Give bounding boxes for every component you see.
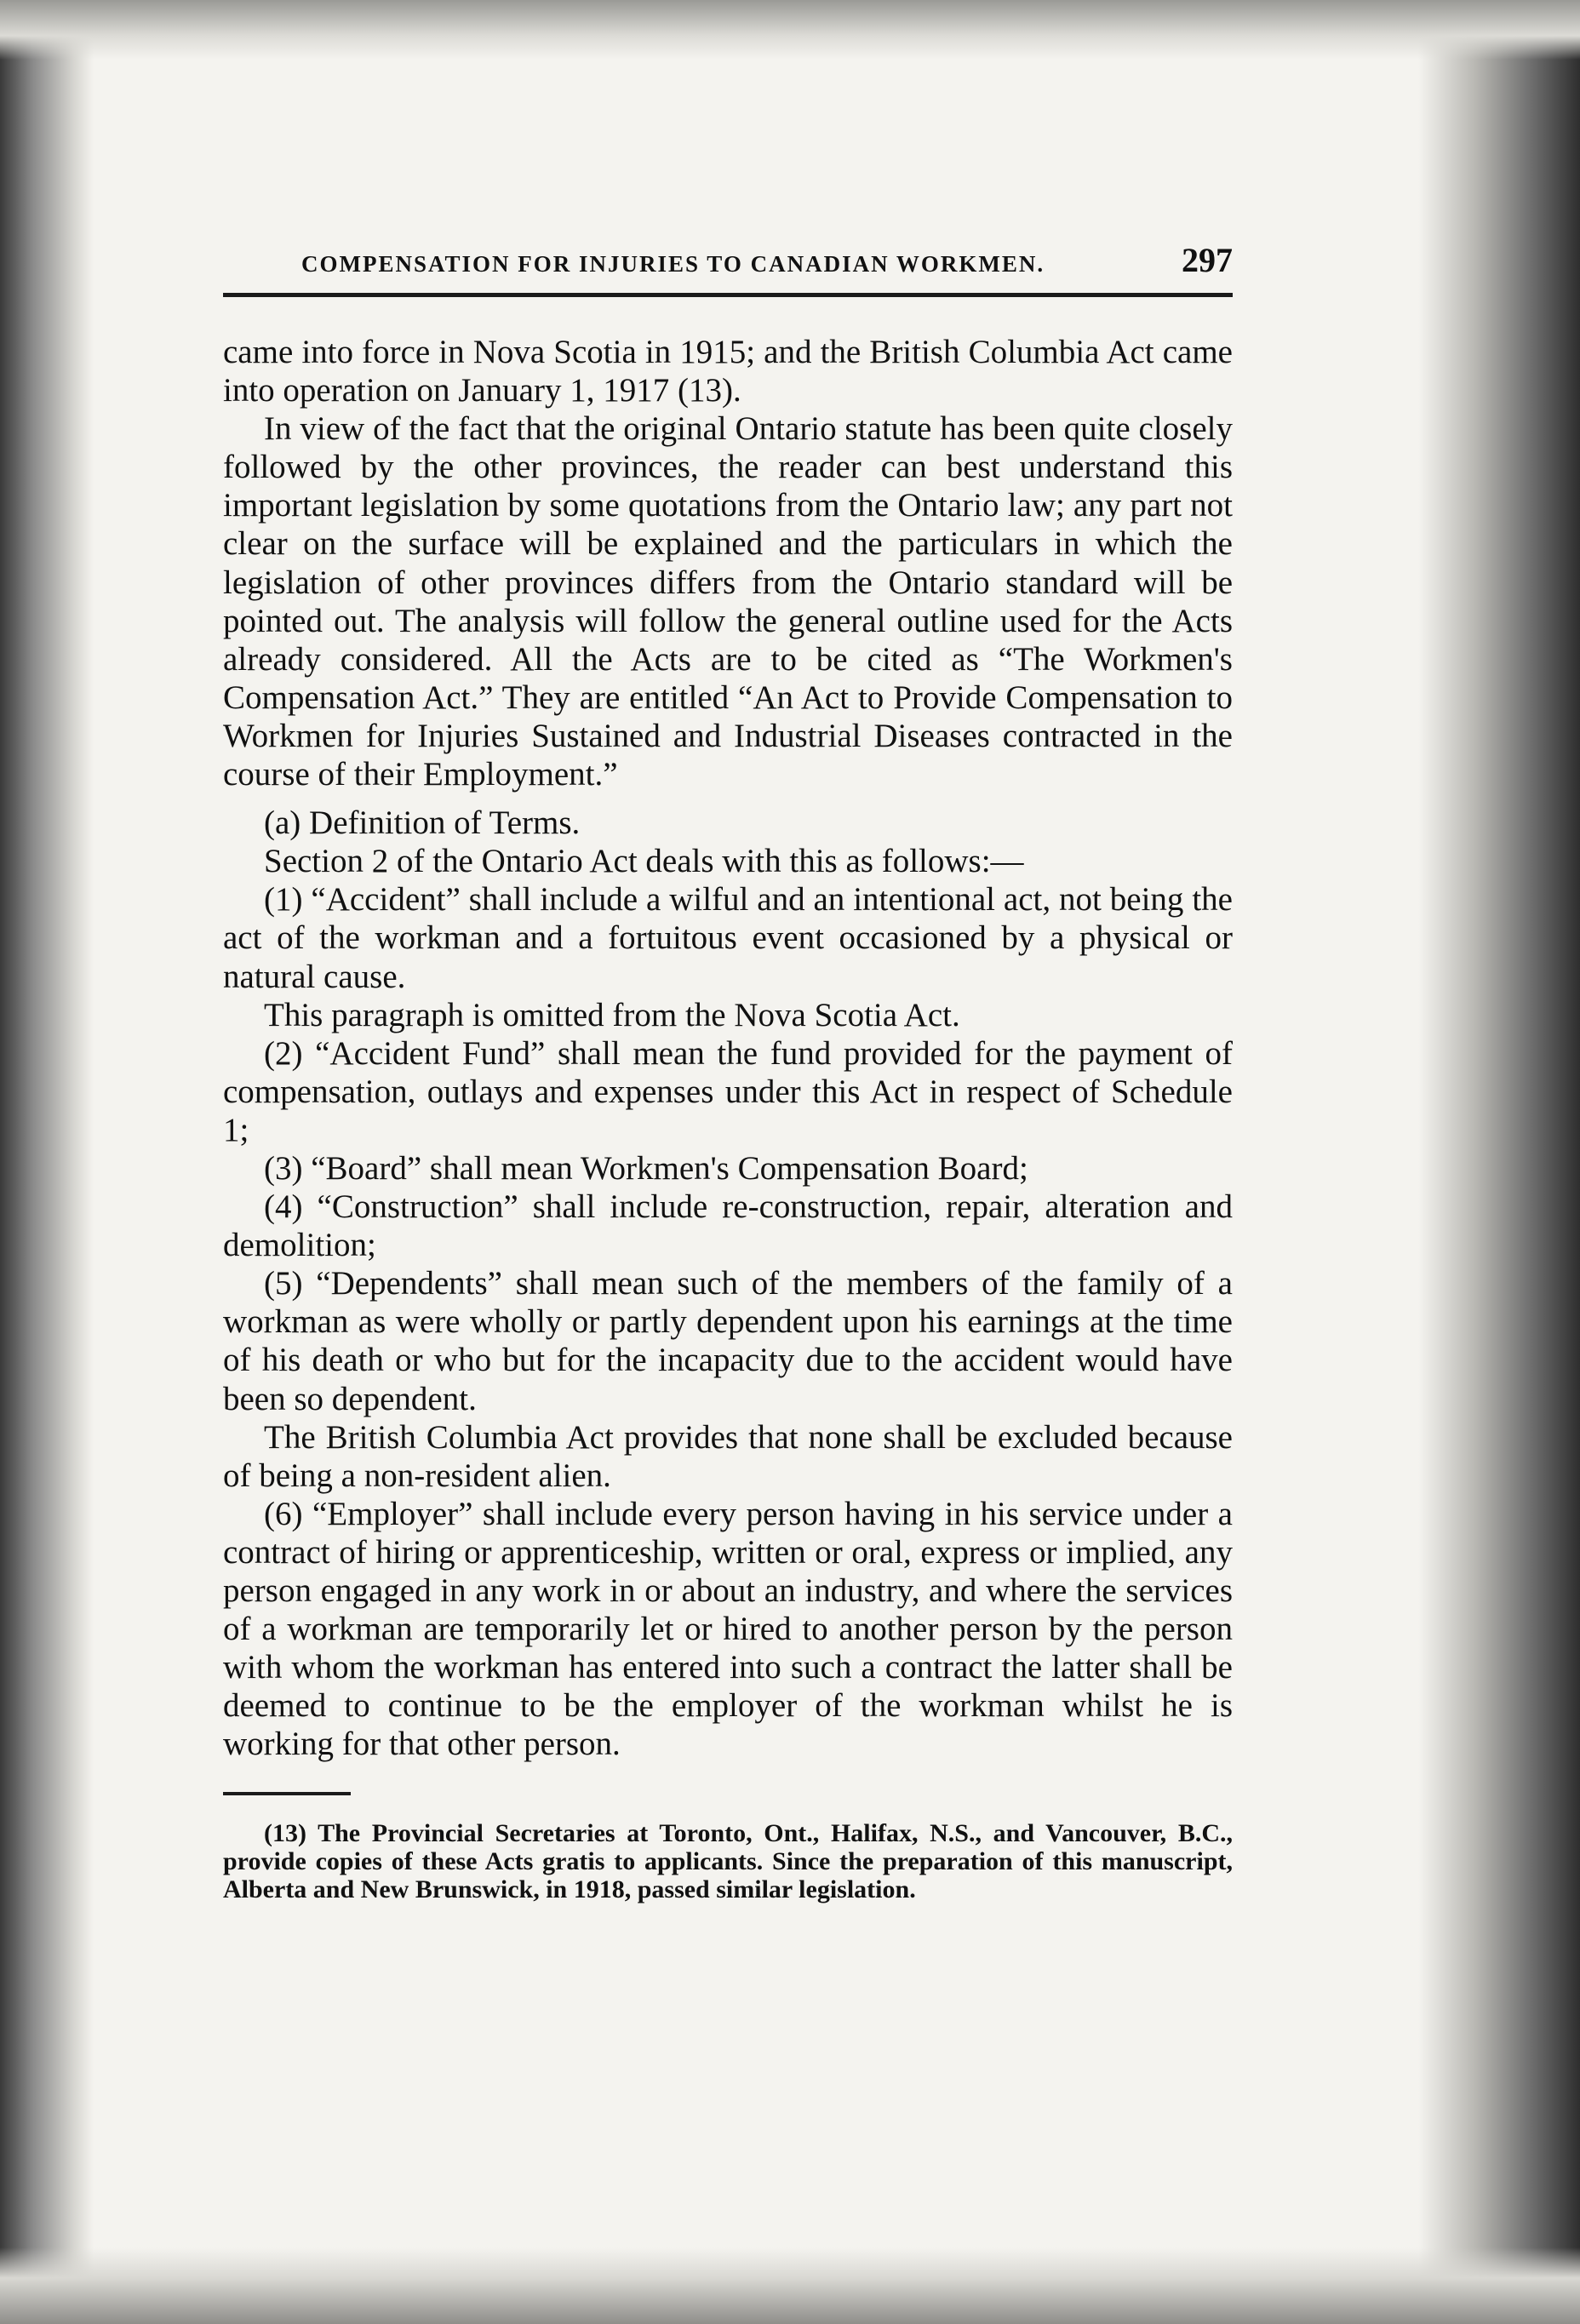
note-british-columbia: The British Columbia Act provides that none shall be excluded because of being a non-resident alien. — [223, 1418, 1233, 1494]
definition-board: (3) “Board” shall mean Workmen's Compensation Board; — [264, 1149, 1028, 1187]
paragraph-section-2: Section 2 of the Ontario Act deals with this as follows:— — [264, 843, 1024, 880]
running-head-title: COMPENSATION FOR INJURIES TO CANADIAN WORKMEN. — [301, 251, 1045, 277]
footnote-rule — [223, 1792, 351, 1795]
definition-accident: (1) “Accident” shall include a wilful and an intentional act, not being the act of the workman and a fortuitous event occasioned by a physical or natural cause. — [223, 881, 1233, 995]
section-heading: (a) Definition of Terms. — [264, 804, 581, 842]
definition-accident-fund: (2) “Accident Fund” shall mean the fund provided for the payment of compensation, outlays and expenses under this Act in respect of Schedule 1; — [223, 1034, 1233, 1148]
book-page — [223, 240, 1233, 1903]
running-head — [223, 240, 1233, 286]
scan-shadow-left — [0, 0, 94, 2324]
scan-shadow-right — [1418, 0, 1580, 2324]
scan-shadow-bottom — [0, 2247, 1580, 2324]
definition-construction: (4) “Construction” shall include re-construction, repair, alteration and demolition; — [223, 1188, 1233, 1264]
page-number: 297 — [1182, 241, 1233, 279]
header-rule — [223, 293, 1233, 297]
paragraph-introduction: In view of the fact that the original Ontario statute has been quite closely followed by the other provinces, the reader can best understand this important legislation by some quotations from the Ontario law; any part not clear on the surface will be explained and the particulars in which the legislation of other provinces differs from the Ontario standard will be pointed out. The analysis will follow the general outline used for the Acts already considered. All the Acts are to be cited as “The Workmen's Compensation Act.” They are entitled “An Act to Provide Compensation to Workmen for Injuries Sustained and Industrial Diseases contracted in the course of their Employment.” — [223, 410, 1233, 793]
footnote-13: (13) The Provincial Secretaries at Toronto, Ont., Halifax, N.S., and Vancouver, B.C., provide copies of these Acts gratis to applicants. Since the preparation of this manuscript, Alberta and New Brunswick, in 1918, passed similar legislation. — [223, 1819, 1233, 1904]
scan-shadow-top — [0, 0, 1580, 60]
paragraph-continuation: came into force in Nova Scotia in 1915; and the British Columbia Act came into operation on January 1, 1917 (13). — [223, 334, 1233, 409]
definition-employer: (6) “Employer” shall include every person having in his service under a contract of hiring or apprenticeship, written or oral, express or implied, any person engaged in any work in or about an industry, and where the services of a workman are temporarily let or hired to another person by the person with whom the workman has entered into such a contract the latter shall be deemed to continue to be the employer of the workman whilst he is working for that other person. — [223, 1495, 1233, 1763]
note-nova-scotia: This paragraph is omitted from the Nova Scotia Act. — [264, 996, 960, 1033]
definition-dependents: (5) “Dependents” shall mean such of the members of the family of a workman as were wholly or partly dependent upon his earnings at the time of his death or who but for the incapacity due to the accident would have been so dependent. — [223, 1265, 1233, 1417]
footnote — [223, 1819, 1233, 1903]
body-text — [223, 333, 1233, 1763]
